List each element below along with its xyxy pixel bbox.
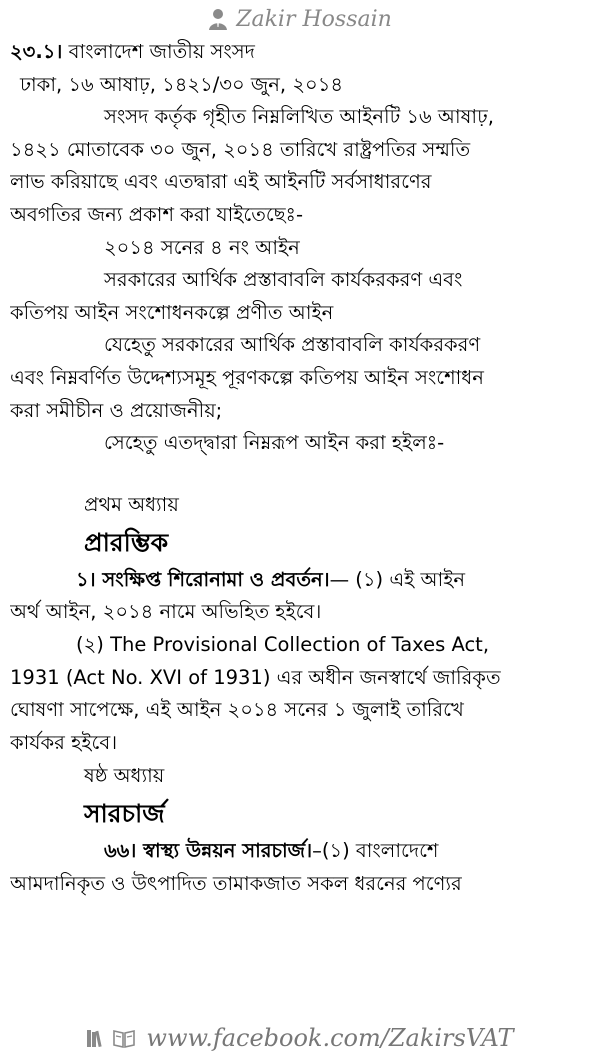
section1-heading [10,564,592,597]
section1-title: ১। সংক্ষিপ্ত শিরোনামা ও প্রবর্তন। [76,567,330,591]
para1-line: ১৪২১ মোতাবেক ৩০ জুন, ২০১৪ তারিখে রাষ্ট্রপতির সম্মতি [10,137,471,161]
section1-sub2-line: ঘোষণা সাপেক্ষে, এই আইন ২০১৪ সনের ১ জুলাই তারিখে [10,698,464,722]
section-number: ২৩.১। [10,40,63,63]
author-name: Zakir Hossain [236,6,392,32]
para1-line: লাভ করিয়াছে এবং এতদ্বারা এই আইনটি সর্বসাধারণের [10,170,432,194]
preamble-line: এবং নিম্নবর্ণিত উদ্দেশ্যসমূহ পূরণকল্পে কতিপয় আইন সংশোধন [10,365,484,389]
preamble-line: করা সমীচীন ও প্রয়োজনীয়; [10,398,223,422]
para1-line: অবগতির জন্য প্রকাশ করা যাইতেছেঃ- [10,202,303,226]
section1-sub2-line: (২) The Provisional Collection of Taxes Act, [76,632,490,656]
chapter-label: ষষ্ঠ অধ্যায় [84,764,165,788]
facebook-url: www.facebook.com/ZakirsVAT [146,1024,514,1052]
section66-line: আমদানিকৃত ও উৎপাদিত তামাকজাত সকল ধরনের পণ্যের [10,871,462,895]
act-purpose-line: কতিপয় আইন সংশোধনকল্পে প্রণীত আইন [10,300,334,324]
act-number: ২০১৪ সনের ৪ নং আইন [104,235,300,259]
section1-sub2-line: 1931 (Act No. XVI of 1931) এর অধীন জনস্বার্থে জারিকৃত [10,665,501,689]
chapter-title: প্রারম্ভিক [84,527,169,557]
open-book-icon [112,1027,136,1049]
chapter-label: প্রথম অধ্যায় [84,492,179,516]
date-line: ঢাকা, ১৬ আষাঢ়, ১৪২১/৩০ জুন, ২০১৪ [20,72,343,96]
section1-sub2-line: কার্যকর হইবে। [10,730,118,754]
act-purpose-line: সরকারের আর্থিক প্রস্তাবাবলি কার্যকরকরণ এবং [104,268,463,292]
chapter-title: সারচার্জ [84,799,165,829]
section66-title: ৬৬। স্বাস্থ্য উন্নয়ন সারচার্জ। [104,839,313,863]
section1-text: — (১) এই আইন [329,567,466,591]
para1-line: সংসদ কর্তৃক গৃহীত নিম্নলিখিত আইনটি ১৬ আষাঢ়, [104,105,494,129]
watermark-header [0,4,600,34]
parliament-heading [10,36,592,69]
watermark-footer [0,1020,600,1056]
parliament-name: বাংলাদেশ জাতীয় সংসদ [68,40,255,63]
section1-line: অর্থ আইন, ২০১৪ নামে অভিহিত হইবে। [10,600,322,624]
section66-heading [10,835,592,868]
document-body [10,36,592,900]
user-icon [208,7,228,31]
preamble-line: যেহেতু সরকারের আর্থিক প্রস্তাবাবলি কার্যকরকরণ [104,333,481,357]
books-icon [86,1027,108,1049]
section66-text: –(১) বাংলাদেশে [312,839,439,863]
enacting-clause: সেহেতু এতদ্দ্বারা নিম্নরূপ আইন করা হইলঃ- [104,431,445,455]
